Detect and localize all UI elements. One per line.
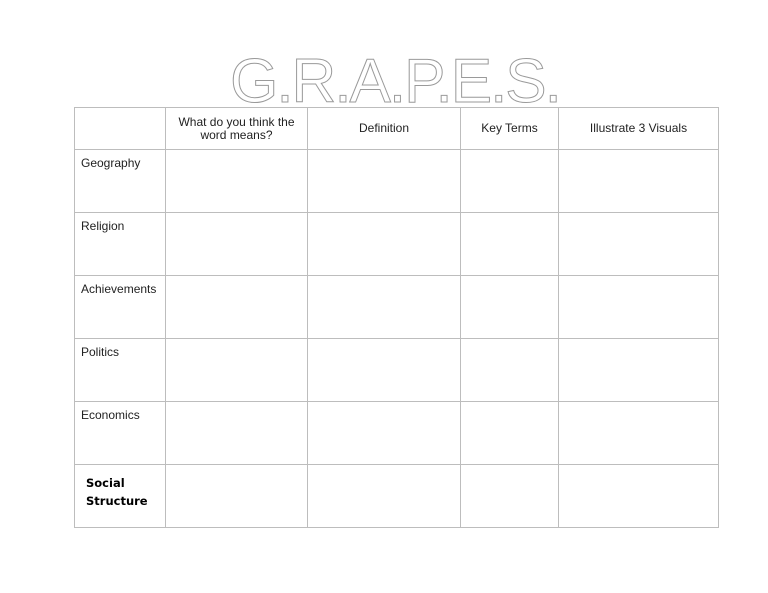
table-cell[interactable] [308, 150, 461, 213]
row-label-economics: Economics [81, 408, 140, 422]
table-row [75, 339, 719, 402]
table-cell[interactable] [461, 150, 559, 213]
row-label-religion: Religion [81, 219, 125, 233]
table-cell[interactable] [166, 339, 308, 402]
grapes-table [74, 107, 719, 528]
table-cell[interactable] [308, 339, 461, 402]
table-cell[interactable] [461, 213, 559, 276]
table-row [75, 213, 719, 276]
table-cell[interactable] [308, 465, 461, 528]
header-definition: Definition [308, 108, 461, 150]
table-cell[interactable] [166, 465, 308, 528]
row-label-social-structure: Social Structure [86, 476, 148, 508]
table-row [75, 402, 719, 465]
table-cell[interactable] [559, 150, 719, 213]
table-cell[interactable] [461, 465, 559, 528]
table-cell[interactable] [166, 150, 308, 213]
page-title: G.R.A.P.E.S. [230, 47, 560, 116]
header-row [75, 108, 719, 150]
table-row [75, 465, 719, 528]
header-key-terms: Key Terms [461, 108, 559, 150]
header-illustrate-visuals: Illustrate 3 Visuals [559, 108, 719, 150]
table-row [75, 150, 719, 213]
table-cell[interactable] [166, 213, 308, 276]
table-cell[interactable] [559, 465, 719, 528]
table-cell[interactable] [559, 402, 719, 465]
row-label-politics: Politics [81, 345, 120, 359]
header-empty [75, 108, 166, 150]
table-cell[interactable] [166, 276, 308, 339]
table-cell[interactable] [559, 213, 719, 276]
table-cell[interactable] [308, 276, 461, 339]
table-cell[interactable] [461, 402, 559, 465]
table-cell[interactable] [461, 276, 559, 339]
table-cell[interactable] [559, 339, 719, 402]
table-cell[interactable] [461, 339, 559, 402]
table-cell[interactable] [166, 402, 308, 465]
row-label-geography: Geography [81, 156, 141, 170]
table-cell[interactable] [308, 213, 461, 276]
table-cell[interactable] [308, 402, 461, 465]
row-label-achievements: Achievements [81, 282, 157, 296]
header-what-word-means: What do you think the word means? [166, 108, 308, 150]
table-row [75, 276, 719, 339]
table-cell[interactable] [559, 276, 719, 339]
